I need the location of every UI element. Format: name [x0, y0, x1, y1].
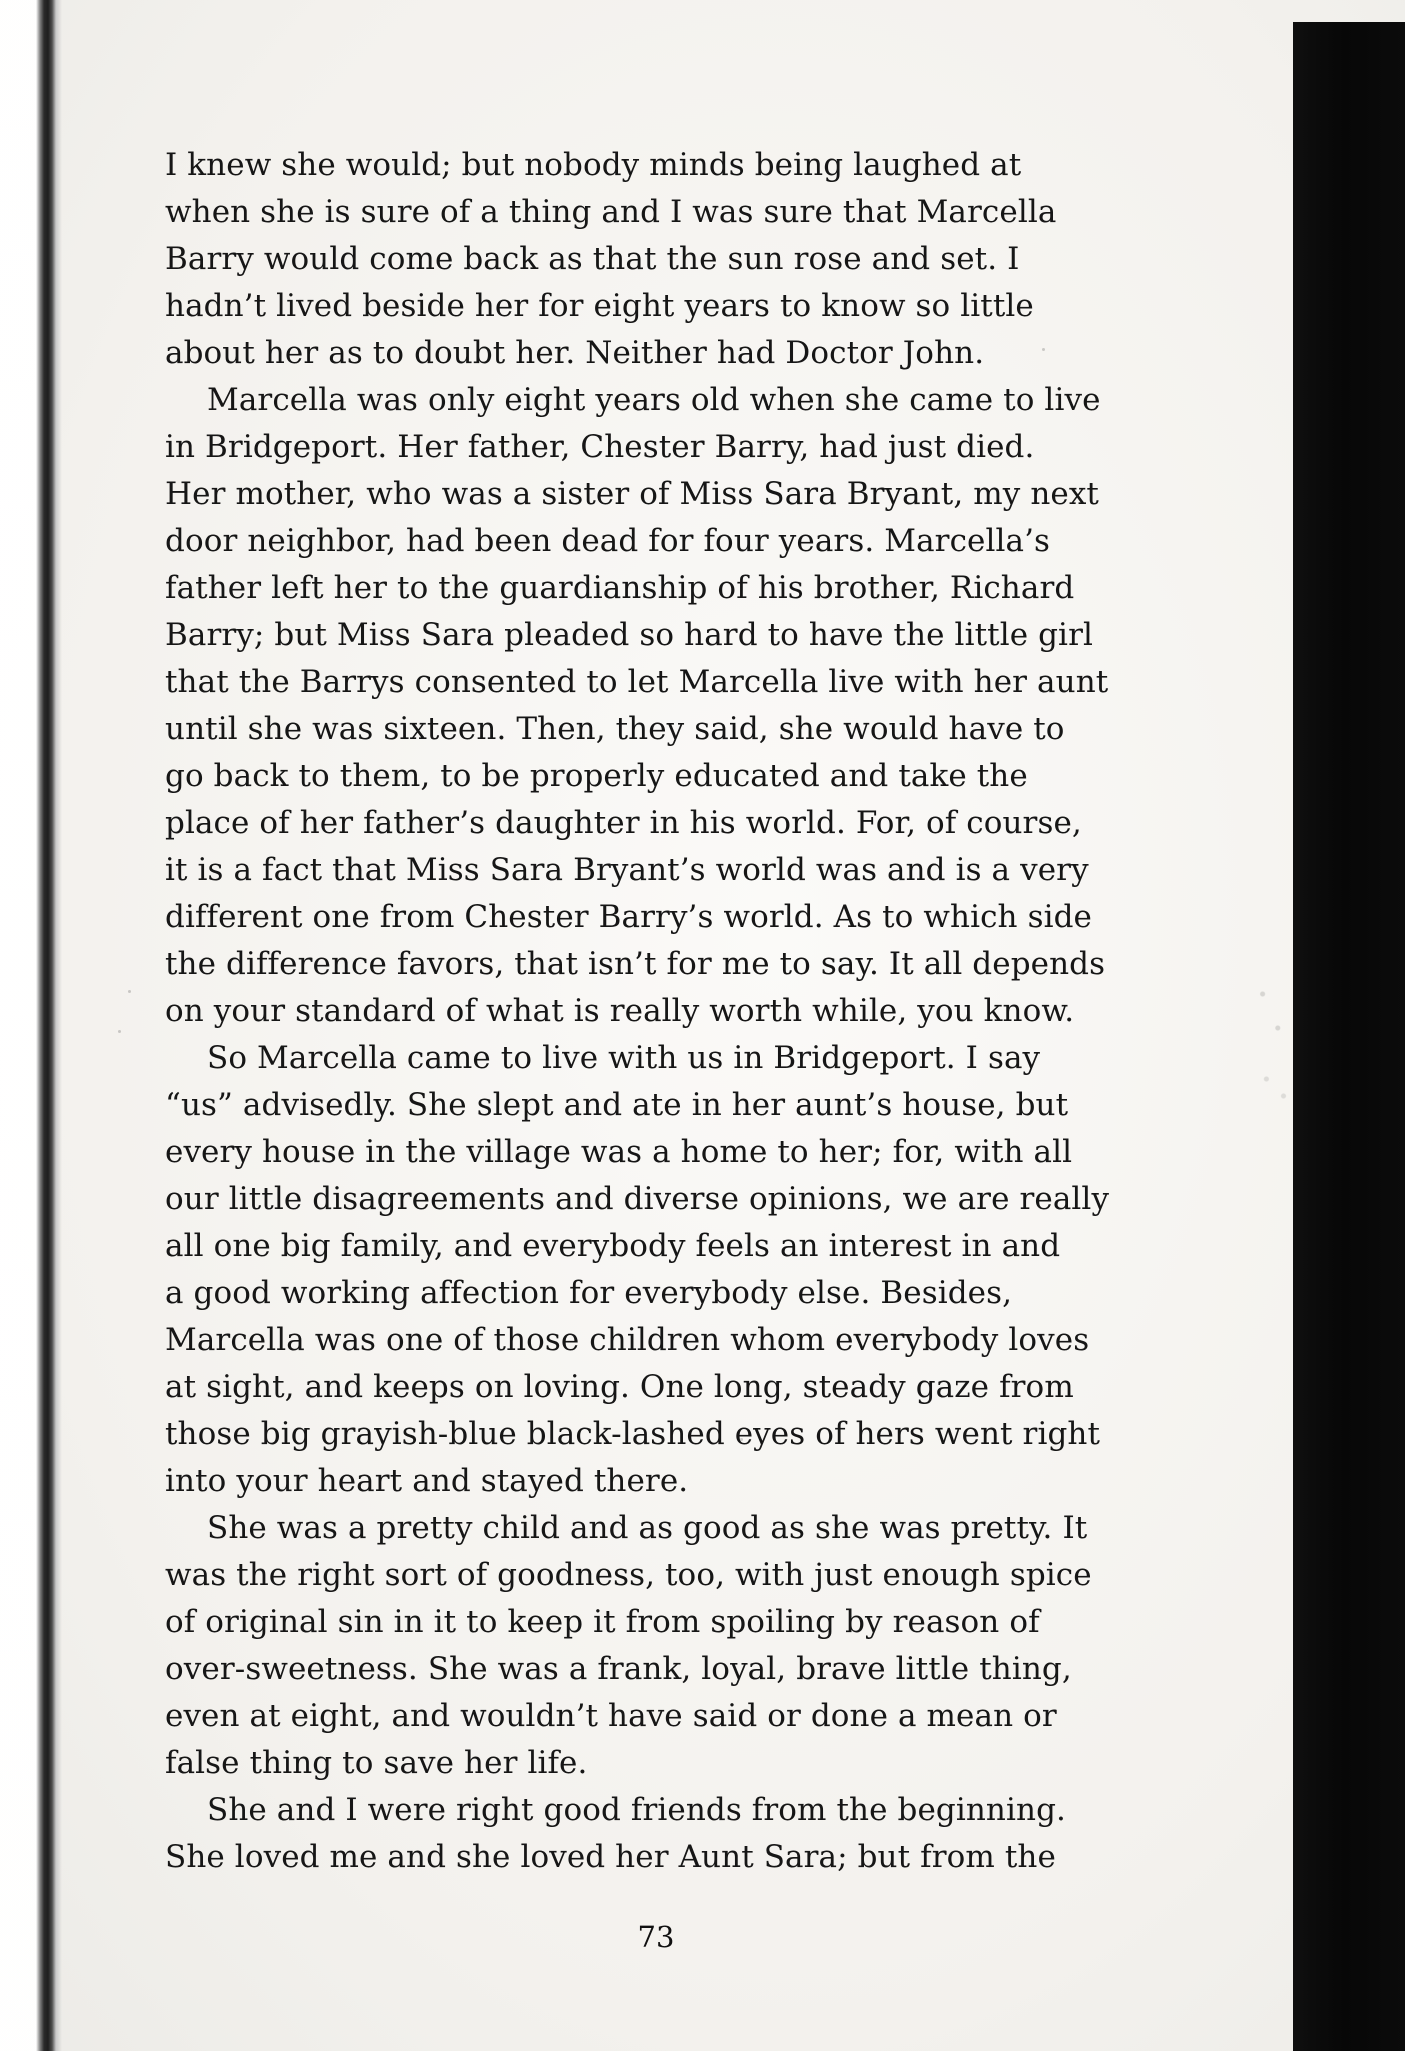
text-line: our little disagreements and diverse opinions, we are really	[165, 1181, 1110, 1217]
page-number: 73	[637, 1920, 675, 1954]
text-line: over-sweetness. She was a frank, loyal, brave little thing,	[165, 1651, 1072, 1687]
text-line: Marcella was one of those children whom everybody loves	[165, 1322, 1090, 1358]
text-line: place of her father’s daughter in his world. For, of course,	[165, 805, 1082, 841]
scan-noise	[1255, 960, 1293, 1130]
text-line: go back to them, to be properly educated and take the	[165, 758, 1028, 794]
text-line: Barry; but Miss Sara pleaded so hard to have the little girl	[165, 617, 1094, 653]
text-line: Barry would come back as that the sun rose and set. I	[165, 241, 1020, 277]
text-line: that the Barrys consented to let Marcella live with her aunt	[165, 664, 1109, 700]
text-line: She was a pretty child and as good as she was pretty. It	[207, 1510, 1088, 1546]
text-line: when she is sure of a thing and I was sure that Marcella	[165, 194, 1057, 230]
text-line: on your standard of what is really worth while, you know.	[165, 993, 1075, 1029]
body-text	[165, 142, 1155, 1881]
scan-dust	[118, 1030, 121, 1033]
text-line: of original sin in it to keep it from spoiling by reason of	[165, 1604, 1040, 1640]
text-line: those big grayish-blue black-lashed eyes of hers went right	[165, 1416, 1101, 1452]
text-line: different one from Chester Barry’s world. As to which side	[165, 899, 1092, 935]
text-line: into your heart and stayed there.	[165, 1463, 689, 1499]
text-line: She and I were right good friends from the beginning.	[207, 1792, 1066, 1828]
text-line: Marcella was only eight years old when she came to live	[207, 382, 1101, 418]
text-line: Her mother, who was a sister of Miss Sara Bryant, my next	[165, 476, 1099, 512]
left-scan-edge	[0, 0, 62, 2051]
right-scan-shadow	[1293, 22, 1405, 2051]
text-line: door neighbor, had been dead for four years. Marcella’s	[165, 523, 1051, 559]
text-line: in Bridgeport. Her father, Chester Barry, had just died.	[165, 429, 1035, 465]
text-line: I knew she would; but nobody minds being laughed at	[165, 147, 1022, 183]
text-line: every house in the village was a home to her; for, with all	[165, 1134, 1073, 1170]
text-line: So Marcella came to live with us in Bridgeport. I say	[207, 1040, 1041, 1076]
text-line: about her as to doubt her. Neither had Doctor John.	[165, 335, 985, 371]
text-line: a good working affection for everybody else. Besides,	[165, 1275, 1013, 1311]
text-line: until she was sixteen. Then, they said, she would have to	[165, 711, 1065, 747]
text-line: all one big family, and everybody feels an interest in and	[165, 1228, 1061, 1264]
text-line: at sight, and keeps on loving. One long, steady gaze from	[165, 1369, 1074, 1405]
text-line: the difference favors, that isn’t for me to say. It all depends	[165, 946, 1106, 982]
scan-dust	[128, 990, 131, 993]
text-line: father left her to the guardianship of his brother, Richard	[165, 570, 1075, 606]
text-line: it is a fact that Miss Sara Bryant’s world was and is a very	[165, 852, 1089, 888]
text-line: hadn’t lived beside her for eight years to know so little	[165, 288, 1034, 324]
text-line: “us” advisedly. She slept and ate in her aunt’s house, but	[165, 1087, 1069, 1123]
text-line: even at eight, and wouldn’t have said or done a mean or	[165, 1698, 1057, 1734]
text-line: was the right sort of goodness, too, with just enough spice	[165, 1557, 1092, 1593]
text-line: false thing to save her life.	[165, 1745, 588, 1781]
text-line: She loved me and she loved her Aunt Sara; but from the	[165, 1839, 1056, 1875]
